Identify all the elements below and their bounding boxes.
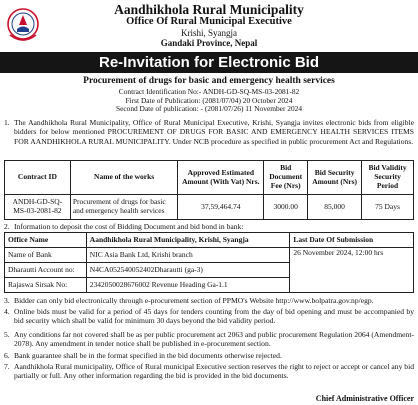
paragraph-3 (4, 296, 414, 305)
rajaswa-label: Rajaswa Sirsak No: (5, 278, 87, 293)
signatory-title: Chief Administrative Officer (315, 394, 414, 403)
notice-banner: Re-Invitation for Electronic Bid (0, 52, 418, 73)
table-header: Approved Estimated Amount (With Vat) Nrs. (178, 161, 264, 195)
paragraph-text: Any conditions far not covered shall be as per public procurement act 2063 and public procurement Regulation 2064 (Amendment-2078). Any amendment in tender notice shall be published in e-procurement section. (14, 330, 414, 349)
org-name: Aandhikhola Rural Municipality (114, 2, 304, 17)
paragraph-number: 6. (4, 351, 10, 360)
rajaswa-value: 2342050028676002 Revenue Heading Ga-1.1 (86, 278, 290, 293)
paragraph-number: 5. (4, 330, 10, 339)
contract-id-cell: ANDH-GD-SQ-MS-03-2081-82 (5, 195, 71, 220)
paragraph-text: Information to deposit the cost of Bidding Document and bid bond in bank: (14, 222, 244, 231)
last-date-label: Last Date Of Submission (290, 233, 414, 248)
office-name-value: Aandhikhola Rural Municipality, Krishi, Syangja (86, 233, 290, 248)
first-publication-date: First Date of Publication: (2081/07/04) 20 October 2024 (125, 95, 293, 105)
table-row (5, 195, 414, 220)
second-publication-date: Second Date of publication: - (2081/07/26) 11 November 2024 (115, 104, 303, 113)
validity-period-cell: 75 Days (362, 195, 414, 220)
notice-subtitle: Procurement of drugs for basic and emergency health services (83, 76, 335, 86)
bank-info-table (4, 232, 414, 293)
dharautti-value: N4CA052540052402Dharautti (ga-3) (86, 263, 290, 278)
office-name: Office Of Rural Municipal Executive (126, 16, 292, 27)
last-date-value: 26 November 2024, 12:00 hrs (290, 248, 414, 293)
paragraph-text: Bidder can only bid electronically through e-procurement section of PPMO's Website http://www.bolpatra.gov.np/egp. (14, 296, 374, 305)
bank-name-label: Name of Bank (5, 248, 87, 263)
table-header-row (5, 161, 414, 195)
table-header: Contract ID (5, 161, 71, 195)
paragraph-number: 4. (4, 307, 10, 316)
paragraph-text: Aandhikhola Rural municipality, Office of Rural municipal Executive section reserves the right to reject or accept or cancel any bid partially or full. Any other information regarding the bid is provided in the bid documents. (14, 362, 415, 381)
paragraph-2 (4, 222, 414, 231)
office-location: Krishi, Syangja (181, 28, 237, 38)
document-fee-cell: 3000.00 (264, 195, 308, 220)
paragraph-text: Bank guarantee shall be in the format specified in the bid documents otherwise rejected. (14, 351, 282, 360)
page-header (0, 0, 418, 50)
paragraph-number: 7. (4, 362, 10, 371)
table-header: Bid Security Amount (Nrs) (308, 161, 362, 195)
paragraph-4 (4, 307, 414, 326)
paragraph-5 (4, 330, 414, 349)
bid-security-cell: 85,000 (308, 195, 362, 220)
paragraph-text: Online bids must be valid for a period of 45 days for tenders counting from the day of bid opening and must be accompanied by bid security which shall be valid for minimum 30 days beyond the bid validity period. (14, 307, 414, 326)
paragraph-number: 3. (4, 296, 10, 305)
table-row (5, 233, 414, 248)
paragraph-6 (4, 351, 414, 360)
paragraph-text: The Aandhikhola Rural Municipality, Office of Rural Municipal Executive, Krishi, Syangja invites electronic bids from eligible bidders for below mentioned PROCUREMENT OF DRUGS FOR BASIC AND EMERGENCY HEALTH SERVICES ITEMS FOR AANDHIKHOLA RURAL MUNICIPALITY. Under NCB procedure as specified in public procurement Act and Regulations. (14, 118, 414, 146)
contract-identification: Contract Identification No:- ANDH-GD-SQ-MS-03-2081-82 (118, 87, 300, 96)
paragraph-number: 2. (4, 222, 10, 231)
office-name-label: Office Name (5, 233, 87, 248)
bank-name-value: NIC Asia Bank Ltd, Krishi branch (86, 248, 290, 263)
paragraph-1 (4, 118, 414, 146)
contract-table (4, 160, 414, 220)
table-header: Bid Validity Security Period (362, 161, 414, 195)
dharautti-label: Dharautti Account no: (5, 263, 87, 278)
paragraph-7 (4, 362, 414, 381)
work-name-cell: Procurement of drugs for basic and emergency health services (70, 195, 178, 220)
paragraph-number: 1. (4, 118, 10, 127)
table-row (5, 248, 414, 263)
table-header: Bid Document Fee (Nrs) (264, 161, 308, 195)
province-name: Gandaki Province, Nepal (160, 38, 258, 48)
estimated-amount-cell: 37,59,464.74 (178, 195, 264, 220)
table-header: Name of the works (70, 161, 178, 195)
